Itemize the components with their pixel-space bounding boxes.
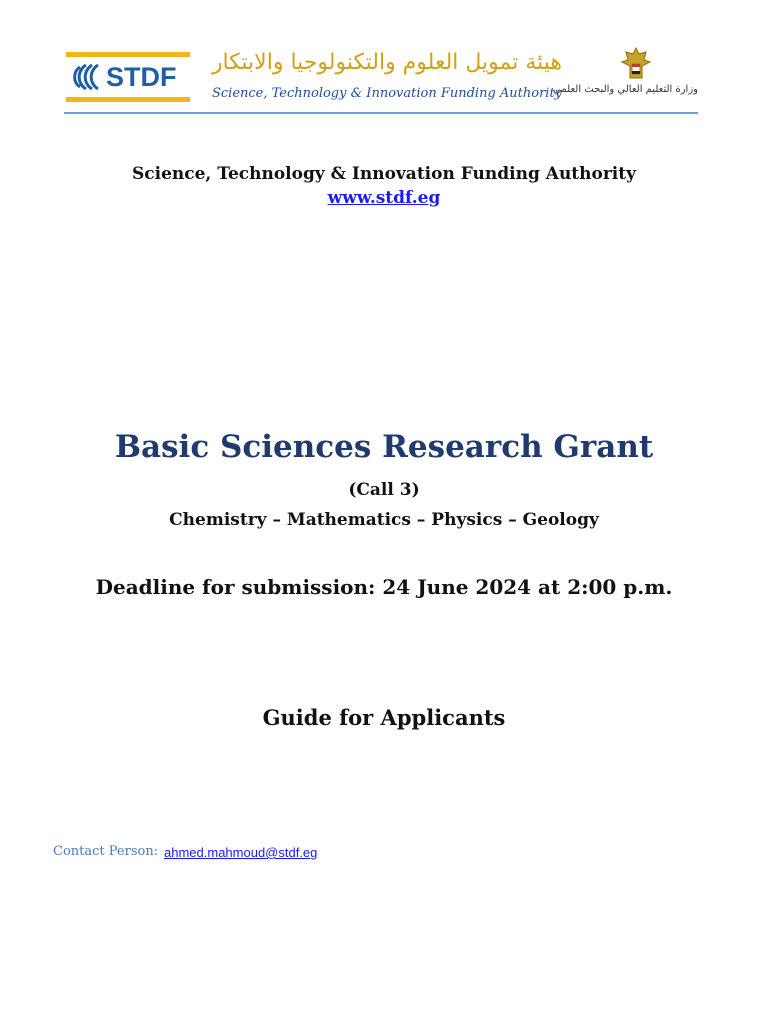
website-link[interactable]: www.stdf.eg [327,188,441,208]
call-number: (Call 3) [348,480,420,500]
subject-list: Chemistry – Mathematics – Physics – Geology [169,510,599,530]
letterhead [64,44,698,114]
contact-label: Contact Person: [53,844,159,859]
eagle-emblem-icon [616,44,656,84]
header-divider [64,112,698,114]
logo-bar-top [66,52,190,57]
submission-deadline: Deadline for submission: 24 June 2024 at 2:00 p.m. [95,575,673,599]
english-authority-name: Science, Technology & Innovation Funding Authority [211,86,563,101]
stdf-logo [66,52,190,102]
guide-heading: Guide for Applicants [262,705,506,730]
arabic-authority-name: هيئة تمويل العلوم والتكنولوجيا والابتكار [211,50,563,75]
logo-wordmark: STDF [106,62,177,92]
signal-arcs-icon [68,61,108,93]
contact-email-link[interactable]: ahmed.mahmoud@stdf.eg [164,845,318,860]
document-title: Basic Sciences Research Grant [114,429,654,465]
logo-bar-bottom [66,97,190,102]
ministry-name-arabic: وزارة التعليم العالي والبحث العلمي [553,84,698,95]
authority-name: Science, Technology & Innovation Funding Authority [131,164,636,184]
